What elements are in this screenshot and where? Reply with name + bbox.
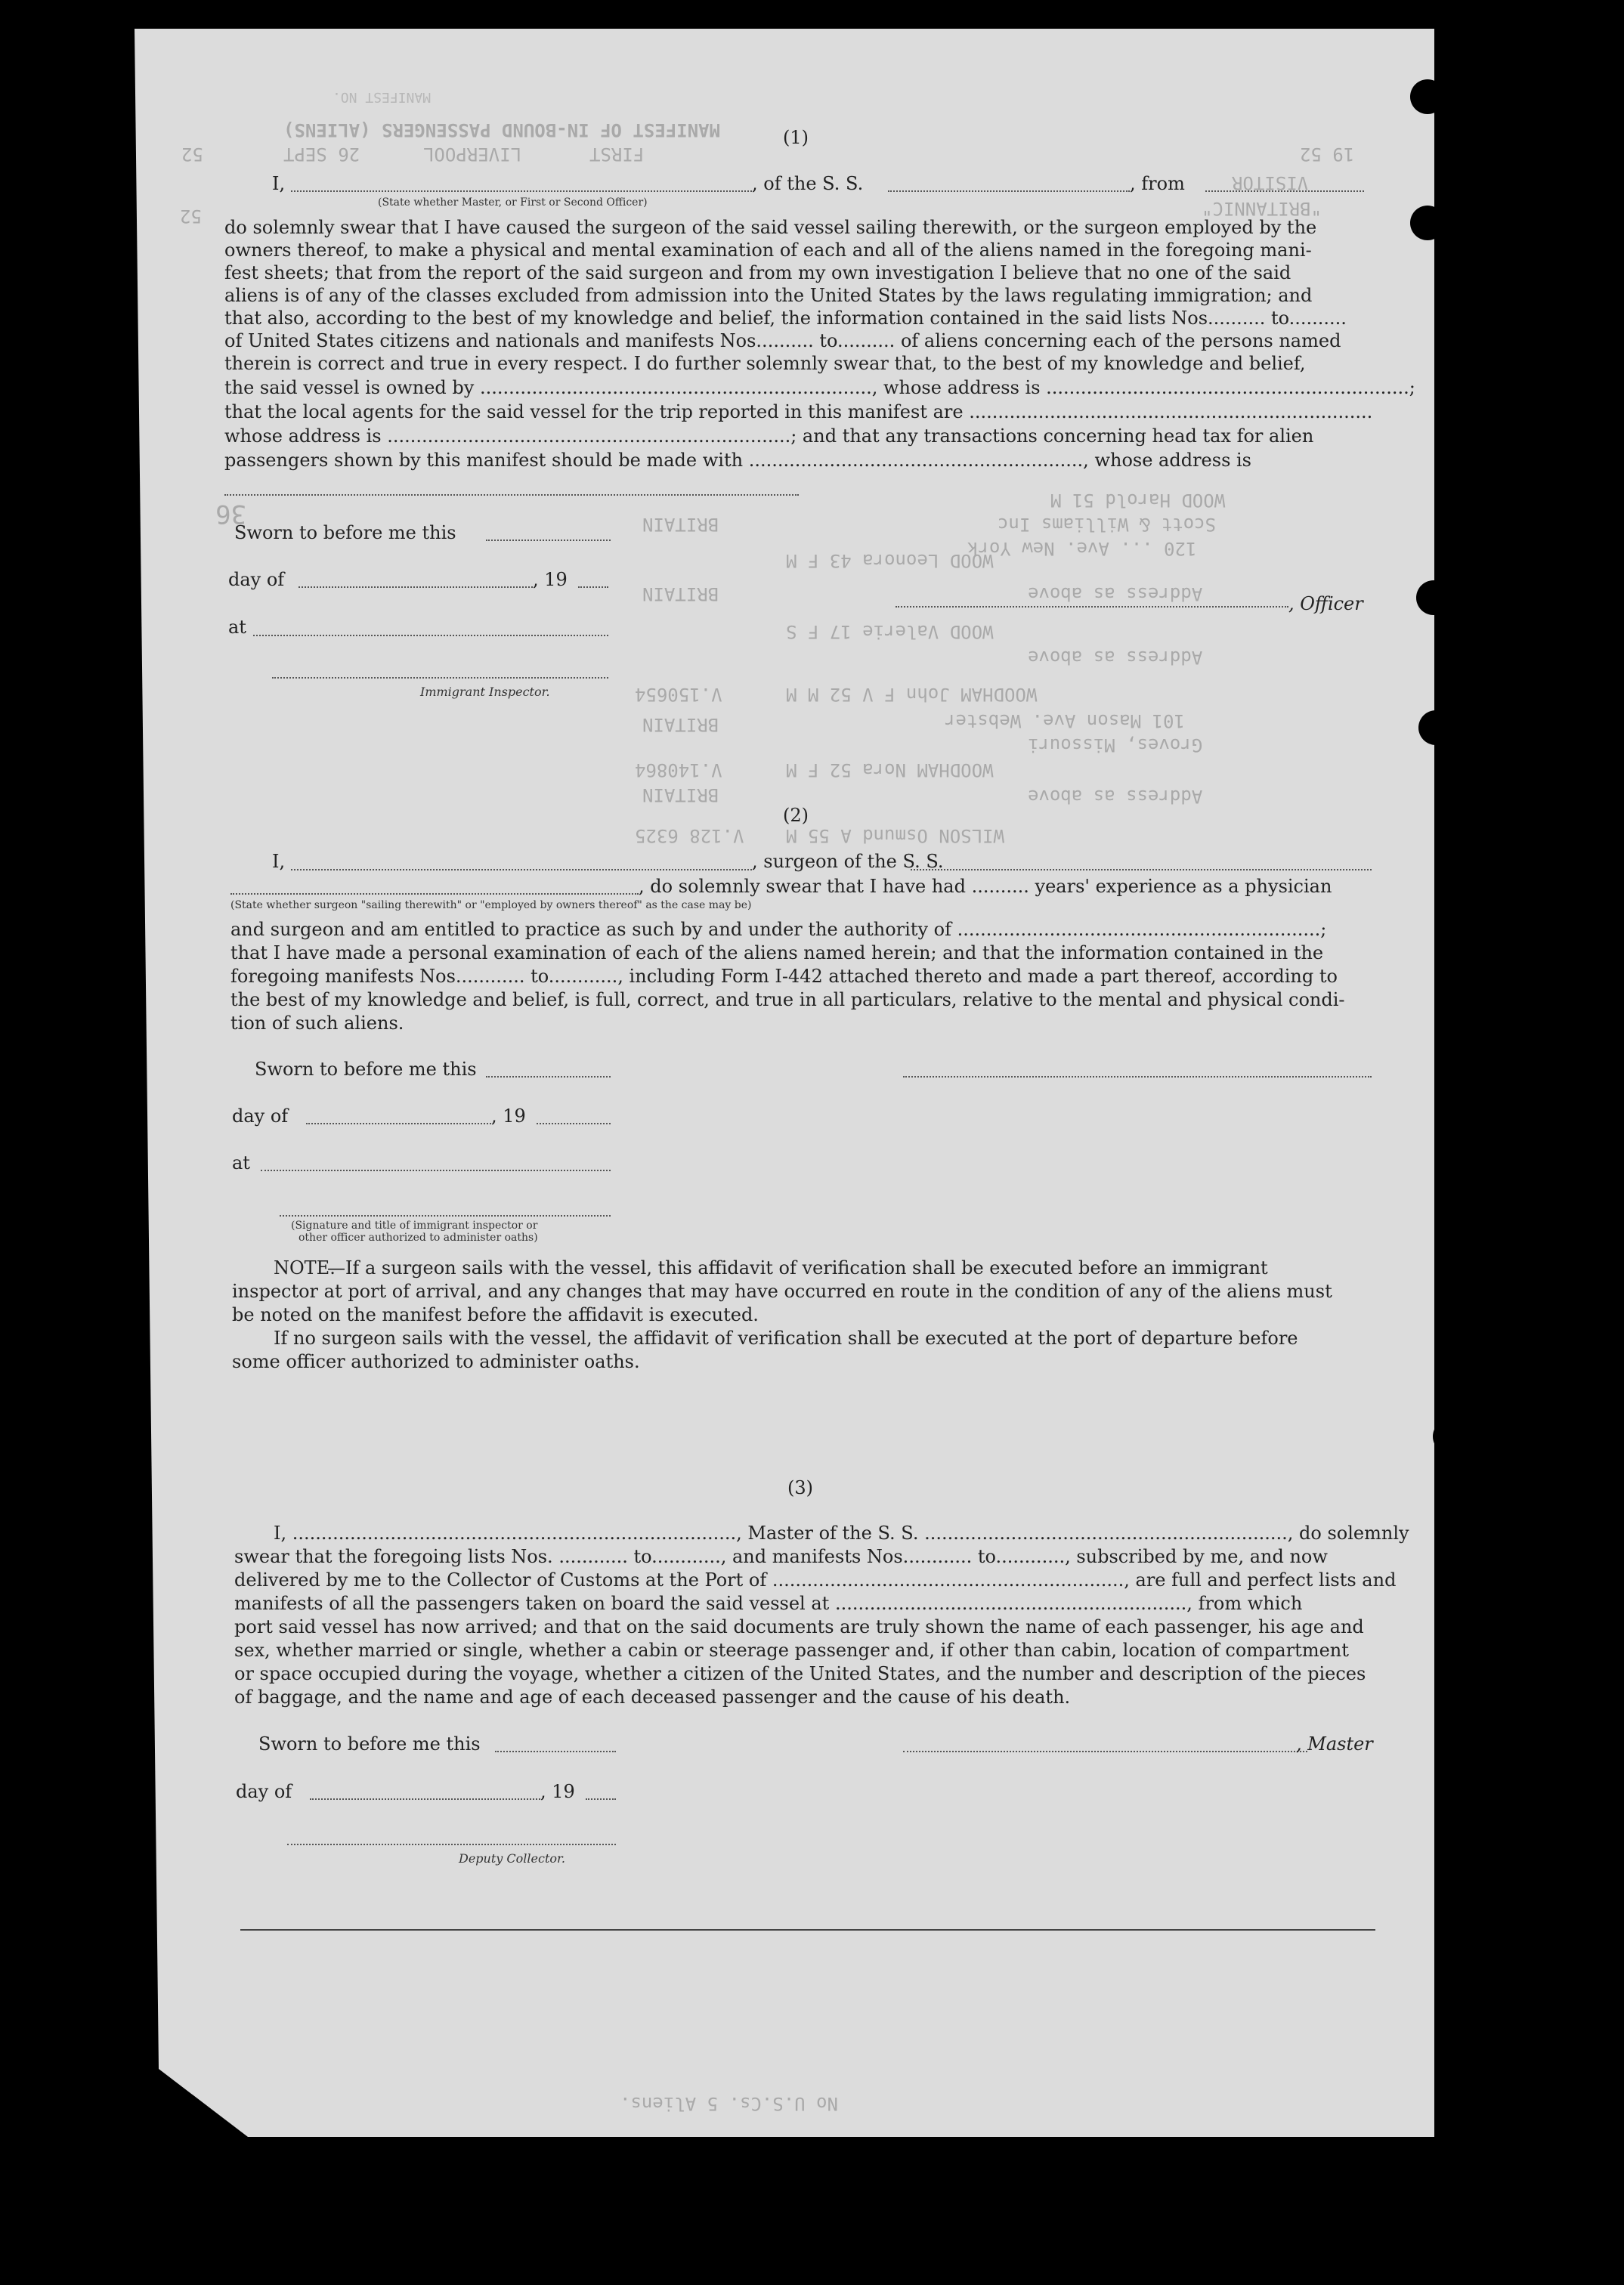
section1-body-line: fest sheets; that from the report of the said surgeon and from my own investigation I believe that no one of the said [224, 262, 1291, 283]
surgeon-name-field[interactable] [291, 869, 752, 870]
ship-label: , of the S. S. [752, 173, 864, 194]
binder-hole [1410, 79, 1445, 114]
from-label: , from [1130, 173, 1185, 194]
section1-body-line: whose address is ......................................................................; and that any transactions concerning head tax for alien [224, 425, 1314, 447]
ghost-header-line: VISITOR [1232, 172, 1309, 193]
section1-body-line: that the local agents for the said vessel for the trip reported in this manifest are ...................................................................... [224, 401, 1373, 422]
note-line: some officer authorized to administer oaths. [232, 1351, 640, 1372]
ghost-entry: Scott & Williams Inc [998, 514, 1216, 535]
year-label: , 19 [491, 1105, 526, 1127]
ghost-header-line: LIVERPOOL [423, 144, 522, 165]
ghost-entry: BRITAIN [642, 714, 719, 735]
ghost-entry: Address as above [1028, 647, 1203, 668]
year-field[interactable] [578, 586, 608, 588]
day-of-field[interactable] [306, 1123, 491, 1124]
day-of-label: day of [236, 1781, 292, 1802]
ghost-entry: WOOD Harold 51 M [1050, 490, 1226, 511]
ghost-header-line: 52 [181, 144, 203, 165]
at-label: at [228, 617, 246, 638]
section3-body-line: or space occupied during the voyage, whether a citizen of the United States, and the number and description of the pieces [234, 1663, 1366, 1684]
at-field[interactable] [261, 1170, 611, 1171]
from-field[interactable] [1205, 190, 1364, 192]
section1-body-line: therein is correct and true in every respect. I do further solemnly swear that, to the best of my knowledge and belief, [224, 353, 1306, 374]
section1-body-line: that also, according to the best of my knowledge and belief, the information contained in the said lists Nos.......... to.......... [224, 308, 1347, 329]
section1-body-line: the said vessel is owned by ...................................................................., whose address is ...............................................................; [224, 377, 1415, 398]
ghost-entry: WOOD Valerie 17 F S [786, 621, 994, 642]
section2-body-line: and surgeon and am entitled to practice as such by and under the authority of ...............................................................; [230, 919, 1327, 940]
section2-body-line: foregoing manifests Nos............ to............, including Form I-442 attached thereto and made a part thereof, according to [230, 966, 1338, 987]
at-label: at [232, 1152, 250, 1173]
section3-body-line: manifests of all the passengers taken on board the said vessel at ............................................................., from which [234, 1593, 1303, 1614]
official-signature-field[interactable] [280, 1215, 611, 1217]
section3-body-line: port said vessel has now arrived; and that on the said documents are truly shown the name of each passenger, his age and [234, 1616, 1364, 1637]
officer-signature-field[interactable] [896, 606, 1288, 608]
ghost-entry: BRITAIN [642, 583, 719, 604]
inspector-signature-field[interactable] [272, 677, 608, 679]
binder-hole [1446, 1886, 1481, 1921]
collector-signature-field[interactable] [287, 1844, 616, 1845]
ghost-entry: Groves, Missouri [1028, 734, 1203, 756]
ghost-header-line: 26 SEPT [283, 144, 360, 165]
surgeon-name-label: I, [272, 851, 286, 872]
binder-hole [1445, 1919, 1480, 1954]
footer-rule [240, 1929, 1375, 1931]
ghost-header-line: 52 [180, 206, 202, 227]
ghost-header-line: "BRITANNIC" [1202, 198, 1322, 219]
ghost-entry: 101 Mason Ave. Webster [945, 710, 1185, 731]
ghost-header-line: MANIFEST OF IN-BOUND PASSENGERS (ALIENS) [283, 119, 720, 141]
surgeon-ship-label: , surgeon of the S. S. [752, 851, 944, 872]
sworn-date-field[interactable] [486, 1076, 611, 1078]
note-line: inspector at port of arrival, and any changes that may have occurred en route in the condition of any of the aliens must [232, 1281, 1332, 1302]
surgeon-line-2: , do solemnly swear that I have had .......... years' experience as a physician [639, 876, 1332, 897]
agent-address-field[interactable] [224, 494, 799, 496]
master-label: , Master [1296, 1733, 1373, 1755]
binder-hole [1445, 1543, 1480, 1578]
section2-body-line: that I have made a personal examination of each of the aliens named herein; and that the information contained in the [230, 942, 1324, 963]
ghost-entry: Address as above [1028, 583, 1203, 604]
ghost-entry: BRITAIN [642, 514, 719, 535]
year-label: , 19 [533, 569, 568, 590]
section-number: (1) [783, 127, 809, 148]
ghost-entry: V.128 6325 [635, 825, 744, 846]
year-field[interactable] [537, 1123, 611, 1124]
ghost-entry: V.140864 [635, 759, 722, 781]
master-name-label: I, [272, 173, 286, 194]
signature-caption: (Signature and title of immigrant inspector or [291, 1220, 538, 1232]
surgeon-status-field[interactable] [230, 893, 639, 895]
inspector-caption: Immigrant Inspector. [420, 685, 550, 699]
section3-body-line: of baggage, and the name and age of each deceased passenger and the cause of his death. [234, 1687, 1071, 1708]
section3-body-line: delivered by me to the Collector of Customs at the Port of ............................................................., are full and perfect lists and [234, 1569, 1397, 1591]
master-signature-field[interactable] [903, 1751, 1307, 1752]
ghost-entry: BRITAIN [642, 784, 719, 805]
officer-label: , Officer [1288, 593, 1363, 614]
section1-body-line: passengers shown by this manifest should be made with .........................................................., whose address is [224, 450, 1251, 471]
ghost-header-line: MANIFEST NO. [333, 89, 432, 105]
note-line: be noted on the manifest before the affidavit is executed. [232, 1304, 759, 1325]
ghost-entry: WOODHAM Nora 52 F M [786, 759, 994, 781]
master-caption: (State whether Master, or First or Second Officer) [378, 196, 648, 209]
section3-body-line: swear that the foregoing lists Nos. ............ to............, and manifests Nos............ to............, subscribed by me, and now [234, 1546, 1328, 1567]
day-of-field[interactable] [299, 586, 533, 588]
sworn-label: Sworn to before me this [234, 522, 456, 543]
day-of-field[interactable] [310, 1798, 540, 1800]
master-name-field[interactable] [291, 190, 752, 192]
section-number: (3) [787, 1477, 813, 1498]
ghost-entry: 120 ... Ave. New York [967, 538, 1197, 559]
binder-hole [1436, 246, 1471, 280]
section-number: (2) [783, 805, 809, 826]
section2-body-line: the best of my knowledge and belief, is full, correct, and true in all particulars, relative to the mental and physical condi- [230, 989, 1345, 1010]
day-of-label: day of [228, 569, 285, 590]
ghost-entry: V.150654 [635, 684, 722, 705]
footer-ghost: No U.S.Cs. 5 Aliens. [620, 2093, 838, 2114]
ghost-header-line: 19 52 [1300, 144, 1355, 165]
surgeon-caption: (State whether surgeon "sailing therewith" or "employed by owners thereof" as the case may be) [230, 899, 752, 911]
sworn-date-field[interactable] [486, 540, 611, 541]
section3-body-line: I, ............................................................................., Master of the S. S. ..............................................................., do solemnly [274, 1523, 1409, 1544]
ghost-entry: WOOD Leonora 43 F M [786, 550, 994, 571]
ghost-entry: WOODHAM John F V 52 M M [786, 684, 1038, 705]
binder-hole [1440, 1071, 1474, 1106]
section3-body-line: sex, whether married or single, whether a cabin or steerage passenger and, if other than cabin, location of compartment [234, 1640, 1349, 1661]
binder-hole [1433, 1419, 1468, 1454]
section1-body-line: do solemnly swear that I have caused the surgeon of the said vessel sailing therewith, or the surgeon employed by the [224, 217, 1317, 238]
binder-hole [1416, 580, 1451, 615]
note-line: —If a surgeon sails with the vessel, this affidavit of verification shall be executed before an immigrant [327, 1257, 1268, 1279]
at-field[interactable] [253, 635, 608, 636]
surgeon-ship-field[interactable] [911, 869, 1372, 870]
signature-caption: other officer authorized to administer oaths) [299, 1232, 538, 1244]
sworn-label: Sworn to before me this [255, 1059, 477, 1080]
sworn-date-field[interactable] [495, 1751, 616, 1752]
note-label: NOTE. [274, 1257, 336, 1279]
ghost-entry: WILSON Osmund A 55 M [786, 825, 1004, 846]
note-line: If no surgeon sails with the vessel, the affidavit of verification shall be executed at the port of departure before [274, 1328, 1298, 1349]
section1-body-line: of United States citizens and nationals and manifests Nos.......... to.......... of aliens concerning each of the persons named [224, 330, 1341, 351]
section2-body-line: tion of such aliens. [230, 1013, 404, 1034]
section1-body-line: aliens is of any of the classes excluded from admission into the United States by the laws regulating immigration; and [224, 285, 1313, 306]
ship-name-field[interactable] [888, 190, 1130, 192]
surgeon-signature-field[interactable] [903, 1076, 1372, 1078]
binder-hole [1410, 206, 1445, 240]
ghost-entry: Address as above [1028, 786, 1203, 807]
sworn-label: Sworn to before me this [258, 1733, 481, 1755]
binder-hole [1418, 710, 1453, 745]
year-label: , 19 [540, 1781, 575, 1802]
collector-caption: Deputy Collector. [459, 1851, 565, 1866]
section1-body-line: owners thereof, to make a physical and mental examination of each and all of the aliens named in the foregoing mani- [224, 240, 1312, 261]
ghost-header-line: FIRST [589, 144, 645, 165]
ghost-entry: 36 [215, 499, 246, 529]
day-of-label: day of [232, 1105, 289, 1127]
binder-hole [1446, 2043, 1481, 2078]
year-field[interactable] [586, 1798, 616, 1800]
